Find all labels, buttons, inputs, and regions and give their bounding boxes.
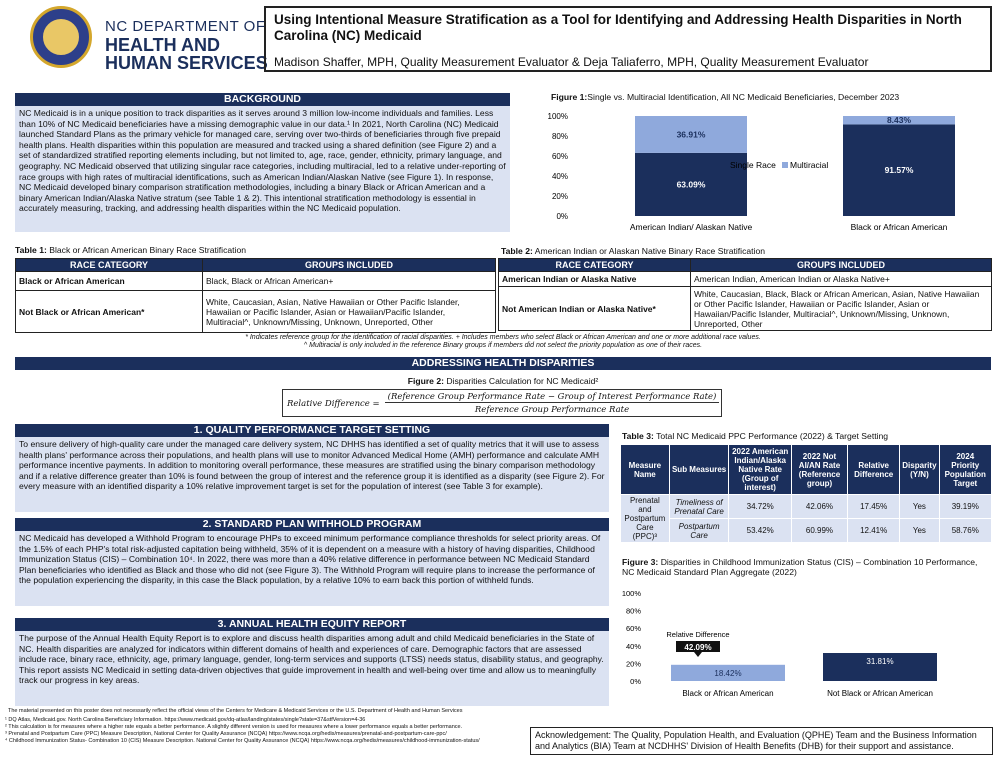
table-cell: Black, Black or African American+ <box>203 272 496 291</box>
y-tick-label: 0% <box>630 677 641 686</box>
logo-line-2: HEALTH AND HUMAN SERVICES <box>105 35 268 73</box>
legend-swatch <box>722 162 728 168</box>
table-cell: White, Caucasian, Asian, Native Hawaiian or Other Pacific Islander, Hawaiian or Pacific Islander, Asian or Hawaiian/Pacific Islander, Multiracial^, Unknown/Missing, Unknown, Unreported, Other <box>203 291 496 333</box>
poster-authors: Madison Shaffer, MPH, Quality Measurement Evaluator & Deja Taliaferro, MPH, Quality Measurement Evaluator <box>274 55 869 69</box>
table-cell: 58.76% <box>939 519 991 543</box>
table-cell: 53.42% <box>729 519 791 543</box>
table-cell: 60.99% <box>791 519 847 543</box>
table-row: Postpartum Care <box>669 519 729 543</box>
annotation-value: 42.09% <box>684 643 712 652</box>
title-box <box>264 6 992 72</box>
table1-header-category: RACE CATEGORY <box>16 259 203 272</box>
table-notes: * Indicates reference group for the identification of racial disparities. + Includes members who select Black or African American and one or more additional race values. ^ Multiracial is only included in the reference Binary groups if members did not select the priority population as one of their races. <box>245 334 761 350</box>
poster-title: Using Intentional Measure Stratification as a Tool for Identifying and Addressing Health Disparities in North Carolina (NC) Medicaid <box>274 12 962 43</box>
figure2-title: Figure 2: Disparities Calculation for NC Medicaid² <box>407 376 599 386</box>
table-cell: 34.72% <box>729 495 791 519</box>
y-tick-label: 60% <box>551 152 568 161</box>
data-label: 18.42% <box>714 668 742 678</box>
y-tick-label: 100% <box>547 112 568 121</box>
table3-header: Relative Difference <box>848 445 900 495</box>
reference-4: ⁴ Childhood Immunization Status- Combination 10 (CIS) Measure Description. National Center for Quality Assurance (NCQA) https://www.ncqa.org/hedis/measures/childhood-immunization-status/ <box>5 738 480 744</box>
section2-text: NC Medicaid has developed a Withhold Program to encourage PHPs to exceed minimum performance compliance thresholds for select priority areas. Of the 1.5% of each PHP's total risk-adjusted capitation being withheld, 35% of it is dependent on a measure with a history of having disparities, Childhood Immunization Status (CIS) – Combination 10⁴. In 2022, there was more than a 40% relative difference in performance between NC Medicaid Standard Plan beneficiaries who identified as Black and those who did not (see Figure 3). The Withhold Program will require plans to increase the performance of the population experiencing the disparity, in this case the Black population, by a relative 10% to earn back this portion of withheld funds. <box>15 531 609 606</box>
data-label: 36.91% <box>676 129 706 140</box>
y-tick-label: 80% <box>625 606 641 616</box>
figure3-title: Figure 3: Disparities in Childhood Immunization Status (CIS) – Combination 10 Performance, NC Medicaid Standard Plan Aggregate (2022) <box>622 557 978 577</box>
table2-caption: Table 2: American Indian or Alaskan Native Binary Race Stratification <box>501 246 765 256</box>
logo-line-1: NC DEPARTMENT OF <box>105 18 266 35</box>
addressing-heading: ADDRESSING HEALTH DISPARITIES <box>15 357 991 370</box>
y-tick-label: 0% <box>556 212 568 221</box>
legend-swatch <box>782 162 788 168</box>
data-label: 31.81% <box>866 657 894 667</box>
table3 <box>620 444 992 543</box>
y-tick-label: 20% <box>625 659 641 669</box>
x-tick-label: Not Black or African American <box>827 689 933 698</box>
table-cell: 39.19% <box>939 495 991 519</box>
table-row: Black or African American <box>16 272 203 291</box>
table1 <box>15 258 496 333</box>
x-tick-label: American Indian/ Alaskan Native <box>629 222 753 232</box>
section1-text: To ensure delivery of high-quality care under the managed care delivery system, NC DHHS has identified a set of quality metrics that it will use to assess health plans' performance across their populations, and health plans will use to monitor Advanced Medical Home (AMH) performance and calculate AMH performance incentive payments. In addition to monitoring overall performance, these measures are stratified using the binary comparison methodology and if a relative difference greater than 10% is found between the group of interest and the reference group it is identified as a disparity (see Figure 2). For every measure with an identified disparity a 10% relative improvement target is set for the population of interest (see Table 3 for example). <box>15 437 609 512</box>
table3-caption: Table 3: Total NC Medicaid PPC Performance (2022) & Target Setting <box>622 431 889 441</box>
table3-header: Sub Measures <box>669 445 729 495</box>
table2-header-groups: GROUPS INCLUDED <box>691 259 992 272</box>
y-tick-label: 20% <box>551 192 568 201</box>
annotation-label: Relative Difference <box>666 630 730 639</box>
disclaimer: The material presented on this poster does not necessarily reflect the official views of the Centers for Medicare & Medicaid Services or the U.S. Department of Health and Human Services <box>8 708 463 714</box>
table3-measure: Prenatal and Postpartum Care (PPC)³ <box>621 495 670 543</box>
table-cell: Yes <box>900 519 939 543</box>
x-tick-label: Black or African American <box>682 689 774 698</box>
table2 <box>498 258 992 331</box>
formula-numerator: (Reference Group Performance Rate − Group of Interest Performance Rate) <box>385 392 719 403</box>
table3-header: Measure Name <box>621 445 670 495</box>
figure1-title: Figure 1:Single vs. Multiracial Identification, All NC Medicaid Beneficiaries, December 2023 <box>551 92 900 102</box>
table-cell: Yes <box>900 495 939 519</box>
acknowledgement-box: Acknowledgement: The Quality, Population Health, and Evaluation (QPHE) Team and the Business Information and Analytics (BIA) Team at NCDHHS' Division of Health Benefits (DHB) for their support and assistance. <box>530 727 993 755</box>
table3-header: 2022 American Indian/Alaska Native Rate (Group of interest) <box>729 445 791 495</box>
data-label: 91.57% <box>884 165 914 176</box>
formula-lhs: Relative Difference = <box>287 399 380 409</box>
y-tick-label: 40% <box>625 641 641 651</box>
data-label: 63.09% <box>676 179 706 190</box>
table-cell: White, Caucasian, Black, Black or African American, Asian, Native Hawaiian or Other Pacific Islander, Hawaiian or Pacific Islander, Asian or Hawaiian/Pacific Islander, Multiracial^, Unknown/Missing, Unknown, Unreported, Other <box>691 287 992 331</box>
figure1-chart <box>540 106 990 234</box>
formula-denominator: Reference Group Performance Rate <box>474 405 630 415</box>
table3-header: 2022 Not AI/AN Rate (Reference group) <box>791 445 847 495</box>
table3-header: 2024 Priority Population Target <box>939 445 991 495</box>
table1-header-groups: GROUPS INCLUDED <box>203 259 496 272</box>
references <box>5 717 530 745</box>
y-tick-label: 40% <box>551 172 568 181</box>
figure3-chart <box>615 585 995 700</box>
reference-1: ¹ DQ Atlas, Medicaid.gov. North Carolina Beneficiary Information. https://www.medicaid.gov/dq-atlas/landing/states/single?state=37&stfVersion=4-36 <box>5 717 366 723</box>
table-row: Not American Indian or Alaska Native* <box>499 287 691 331</box>
table1-caption: Table 1: Black or African American Binary Race Stratification <box>15 245 247 255</box>
table-cell: American Indian, American Indian or Alaska Native+ <box>691 272 992 287</box>
section3-heading: 3. ANNUAL HEALTH EQUITY REPORT <box>15 618 609 631</box>
data-label: 8.43% <box>886 115 912 126</box>
background-text: NC Medicaid is in a unique position to track disparities as it serves around 3 million low-income individuals and families. Less than 10% of NC Medicaid beneficiaries have a missing demographic value in our data.¹ In 2021, North Carolina (NC) Medicaid launched Standard Plans as the primary vehicle for managed care, serving over two-thirds of beneficiaries through five prepaid health plans. Health disparities within this population are measured and tracked using a shared definition (see Figure 2) and a set of standardized stratified reporting elements including, but not limited to, age, race, gender, ethnicity, primary language, and geography. NC Medicaid observed that utilizing singular race categories, including multiracial, led to a relative under-reporting of race groups with high rates of multiracial identifications, such as American Indian/Alaskan Native (see Figure 1). In response, NC Medicaid developed binary comparison stratification methodologies, including a binary Black or African American and a binary American Indian/Alaska Native stratum (see Table 1 & 2). This intentional stratification methodology is essential in accurately measuring, tracking, and addressing health disparities within the NC Medicaid population. <box>15 106 510 232</box>
table2-header-category: RACE CATEGORY <box>499 259 691 272</box>
seal-emblem-icon <box>41 17 81 57</box>
y-tick-label: 60% <box>625 624 641 634</box>
y-tick-label: 100% <box>621 589 641 598</box>
table-cell: 17.45% <box>848 495 900 519</box>
table-row: Timeliness of Prenatal Care <box>669 495 729 519</box>
y-tick-label: 80% <box>551 132 568 141</box>
section2-heading: 2. STANDARD PLAN WITHHOLD PROGRAM <box>15 518 609 531</box>
legend-label: Single Race <box>730 160 776 170</box>
formula-box <box>282 389 722 417</box>
table-row: Not Black or African American* <box>16 291 203 333</box>
section3-text: The purpose of the Annual Health Equity Report is to explore and discuss health disparities among adult and child Medicaid beneficiaries in the State of NC. Health disparities are analyzed for indicators within different domains of health and experiences of care. Demographic factors that are assessed include race, binary race, ethnicity, age, primary language, gender, long-term services and supports (LTSS) needs status, disability status, and geography. This report assists NC Medicaid in setting data-driven objectives that guide improvement in health and well-being over time and allow us to meaningfully track our progress in key areas. <box>15 631 609 706</box>
nc-seal-logo <box>30 6 92 68</box>
reference-3: ³ Prenatal and Postpartum Care (PPC) Measure Description, National Center for Quality Assurance (NCQA) https://www.ncqa.org/hedis/measures/prenatal-and-postpartum-care-ppc/ <box>5 731 447 737</box>
table-cell: 42.06% <box>791 495 847 519</box>
background-heading: BACKGROUND <box>15 93 510 106</box>
table3-header: Disparity (Y/N) <box>900 445 939 495</box>
legend-label: Multiracial <box>790 160 829 170</box>
reference-2: ² This calculation is for measures where a higher rate equals a better performance. A slightly different version is used for measures where a lower performance equals a better performance. <box>5 724 463 730</box>
table-cell: 12.41% <box>848 519 900 543</box>
section1-heading: 1. QUALITY PERFORMANCE TARGET SETTING <box>15 424 609 437</box>
table-row: American Indian or Alaska Native <box>499 272 691 287</box>
x-tick-label: Black or African American <box>850 222 948 232</box>
